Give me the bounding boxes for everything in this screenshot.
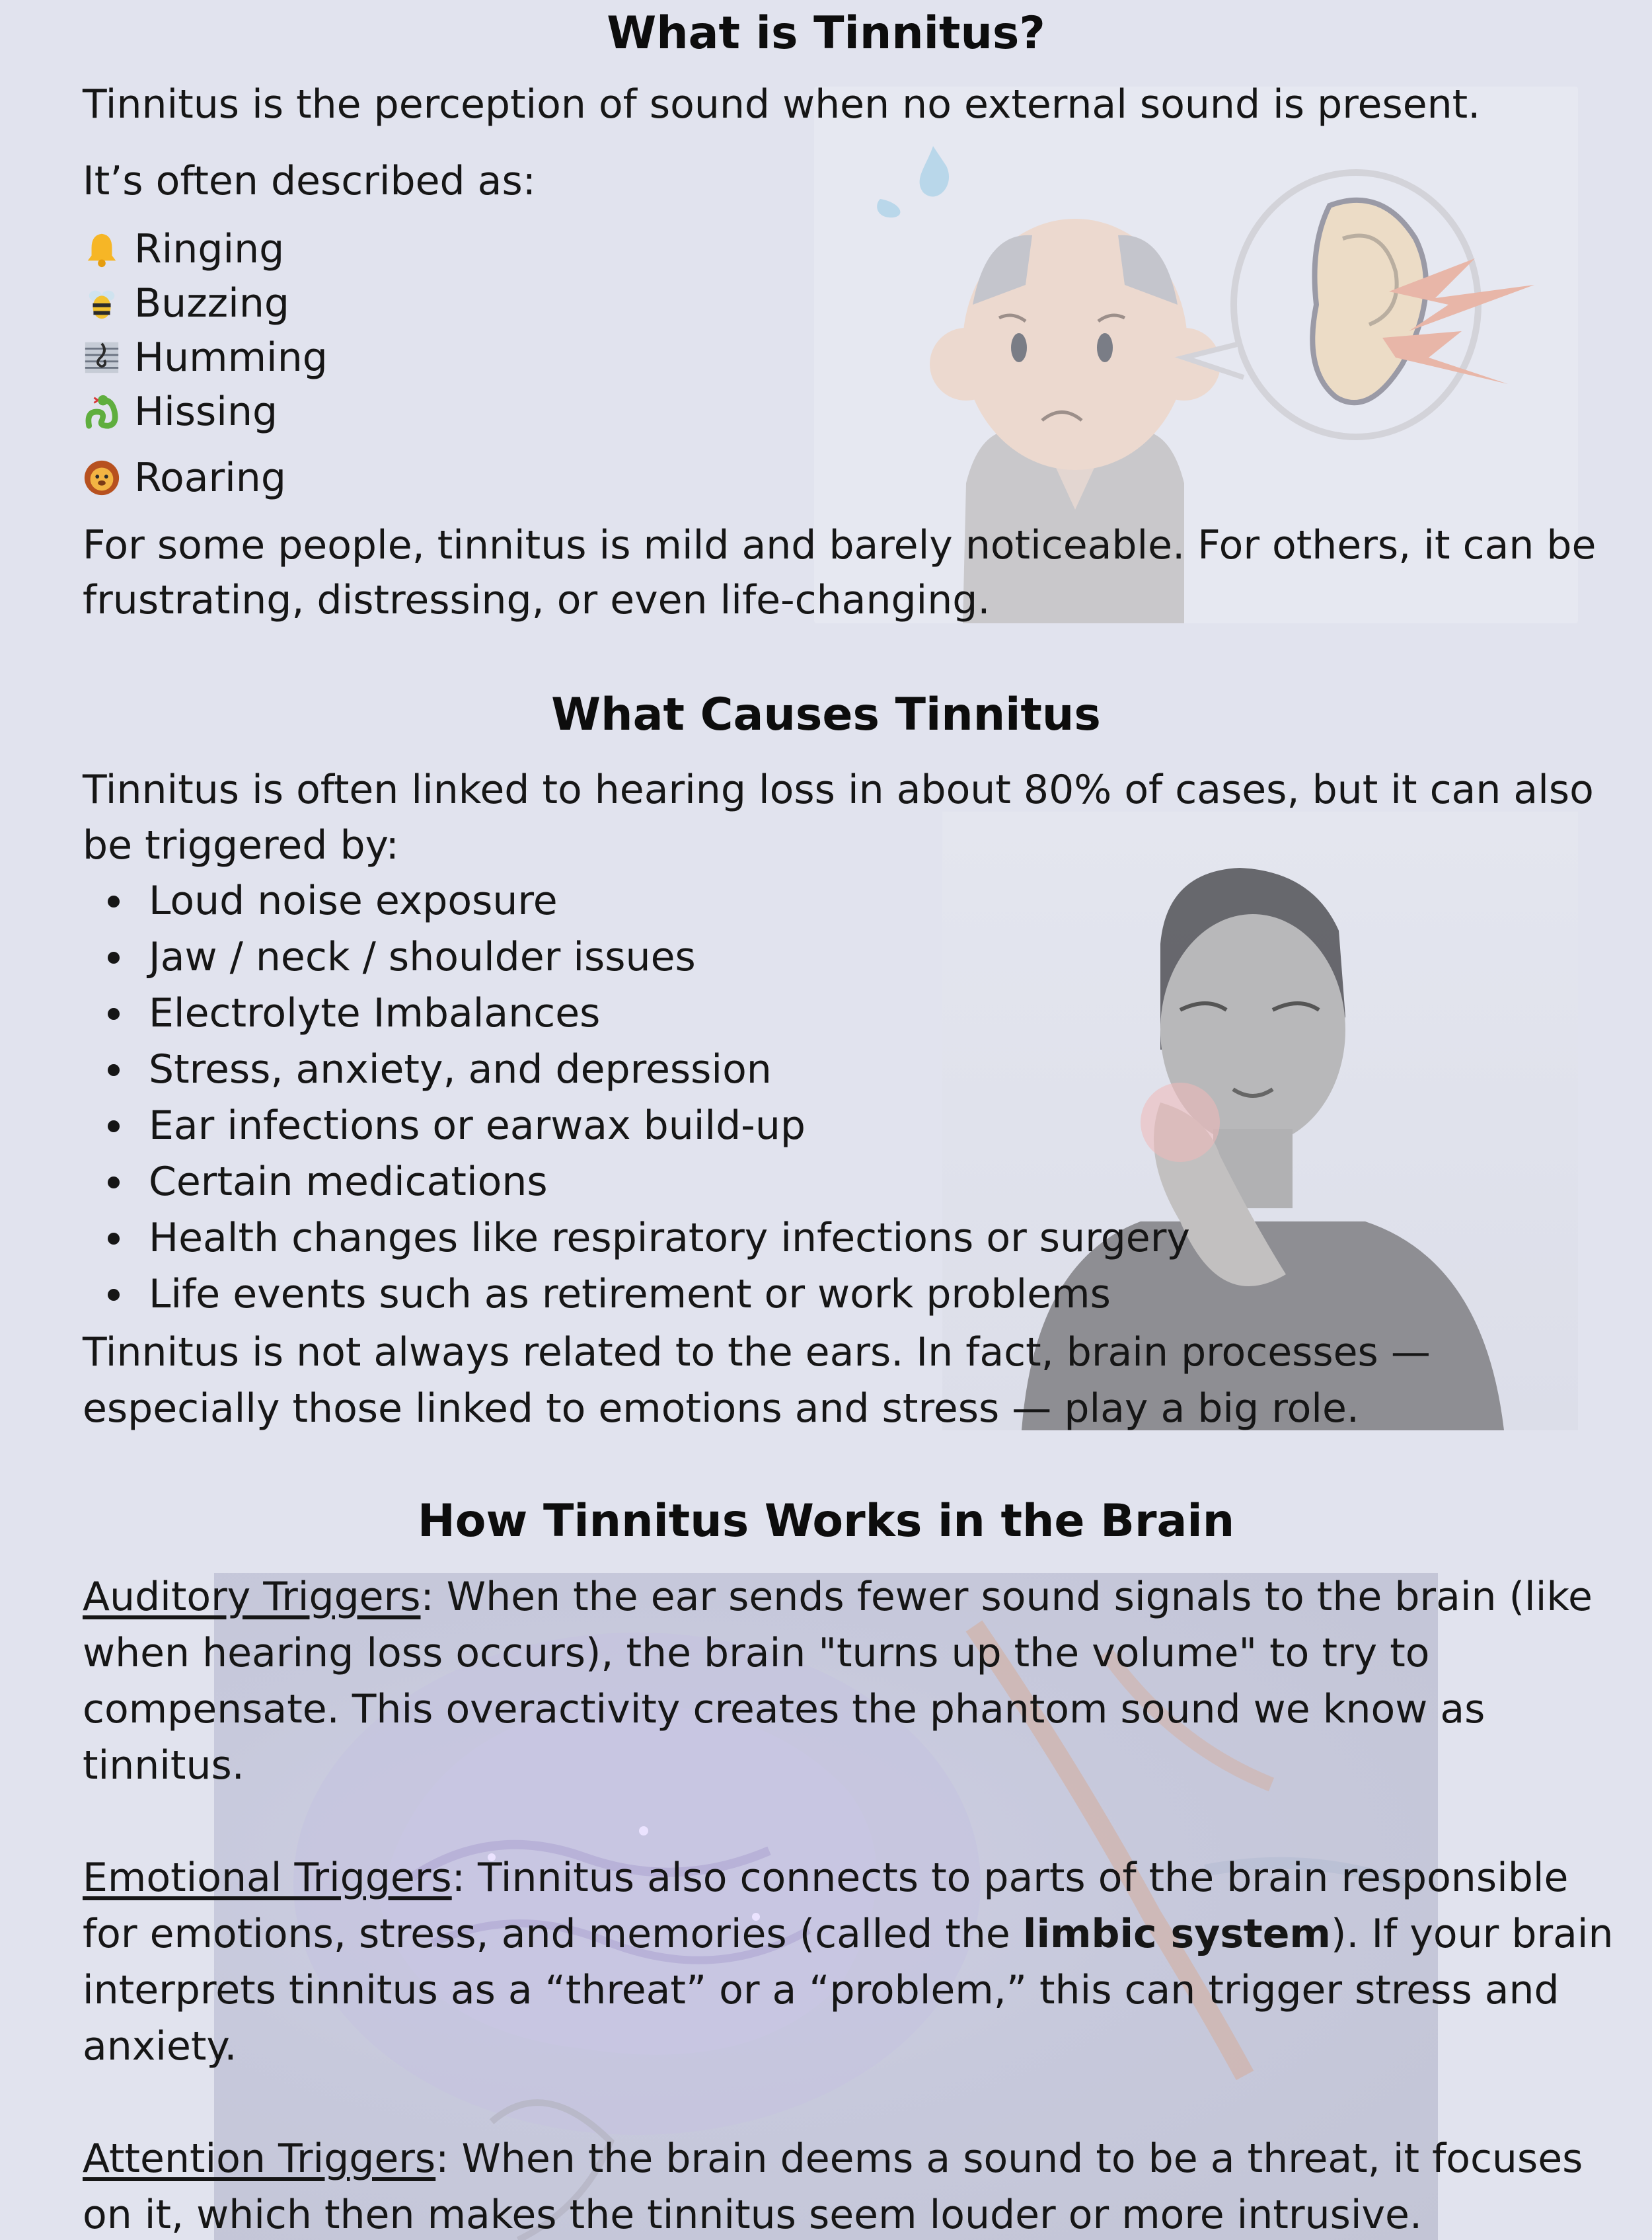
- heading-what-is-tinnitus: What is Tinnitus?: [607, 7, 1045, 59]
- bullet-icon: [108, 1064, 120, 1076]
- attention-triggers-text: : When the brain deems a sound to be a threat, it focuses: [435, 2136, 1583, 2182]
- emotional-triggers-line-4: anxiety.: [83, 2023, 237, 2069]
- emotional-triggers-line-1: [83, 1850, 1569, 1906]
- lion-icon: [83, 459, 121, 497]
- sound-item-hissing: [83, 385, 278, 439]
- cause-text: Health changes like respiratory infections or surgery: [149, 1215, 1190, 1261]
- causes-list: [83, 873, 1190, 1323]
- bell-icon: [83, 230, 121, 268]
- sound-label: Roaring: [134, 455, 286, 501]
- described-as-label: It’s often described as:: [83, 158, 536, 204]
- brain-role-line-2: especially those linked to emotions and stress — play a big role.: [83, 1385, 1359, 1432]
- emotional-triggers-line-3: interprets tinnitus as a “threat” or a “problem,” this can trigger stress and: [83, 1967, 1559, 2013]
- list-item: [83, 1266, 1190, 1323]
- bullet-icon: [108, 1233, 120, 1245]
- sound-label: Buzzing: [134, 280, 289, 327]
- list-item: [83, 1154, 1190, 1210]
- list-item: [83, 873, 1190, 929]
- bullet-icon: [108, 952, 120, 964]
- bee-icon: [83, 284, 121, 323]
- list-item: [83, 1042, 1190, 1098]
- sound-item-ringing: [83, 222, 284, 276]
- causes-intro-line-1: Tinnitus is often linked to hearing loss in about 80% of cases, but it can also: [83, 767, 1594, 813]
- sound-label: Humming: [134, 334, 328, 381]
- bullet-icon: [108, 1289, 120, 1301]
- cause-text: Electrolyte Imbalances: [149, 990, 601, 1036]
- cause-text: Stress, anxiety, and depression: [149, 1046, 772, 1093]
- brain-role-line-1: Tinnitus is not always related to the ears. In fact, brain processes —: [83, 1329, 1431, 1375]
- auditory-triggers-line-3: compensate. This overactivity creates the phantom sound we know as: [83, 1686, 1485, 1732]
- limbic-system-term: limbic system: [1022, 1911, 1331, 1957]
- auditory-triggers-line-4: tinnitus.: [83, 1742, 244, 1789]
- emotional-text-before: for emotions, stress, and memories (called the: [83, 1911, 1023, 1957]
- cause-text: Loud noise exposure: [149, 878, 558, 924]
- snake-icon: [83, 393, 121, 431]
- bullet-icon: [108, 896, 120, 908]
- emotional-triggers-line-2: [83, 1906, 1614, 1962]
- emotional-triggers-text: : Tinnitus also connects to parts of the brain responsible: [451, 1855, 1569, 1901]
- cause-text: Certain medications: [149, 1159, 548, 1205]
- emotional-triggers-label: Emotional Triggers: [83, 1855, 452, 1901]
- auditory-triggers-label: Auditory Triggers: [83, 1574, 421, 1620]
- bullet-icon: [108, 1177, 120, 1188]
- music-staff-icon: [83, 338, 121, 377]
- cause-text: Jaw / neck / shoulder issues: [149, 934, 696, 980]
- list-item: [83, 1098, 1190, 1154]
- heading-how-tinnitus-works: How Tinnitus Works in the Brain: [417, 1495, 1235, 1547]
- auditory-triggers-line-2: when hearing loss occurs), the brain "turns up the volume" to try to: [83, 1630, 1430, 1676]
- severity-line-1: For some people, tinnitus is mild and barely noticeable. For others, it can be: [83, 522, 1596, 568]
- list-item: [83, 929, 1190, 985]
- cause-text: Life events such as retirement or work problems: [149, 1271, 1111, 1317]
- list-item: [83, 985, 1190, 1042]
- sound-item-buzzing: [83, 276, 289, 330]
- heading-what-causes-tinnitus: What Causes Tinnitus: [551, 689, 1101, 741]
- attention-triggers-line-1: [83, 2131, 1583, 2187]
- auditory-triggers-line-1: [83, 1569, 1593, 1625]
- sound-item-humming: [83, 330, 328, 385]
- bullet-icon: [108, 1120, 120, 1132]
- severity-line-2: frustrating, distressing, or even life-changing.: [83, 577, 991, 623]
- cause-text: Ear infections or earwax build-up: [149, 1102, 806, 1149]
- emotional-text-after: ). If your brain: [1330, 1911, 1614, 1957]
- sound-label: Hissing: [134, 389, 278, 435]
- causes-intro-line-2: be triggered by:: [83, 822, 399, 869]
- attention-triggers-label: Attention Triggers: [83, 2136, 436, 2182]
- attention-triggers-line-2: on it, which then makes the tinnitus seem louder or more intrusive.: [83, 2192, 1423, 2238]
- sound-label: Ringing: [134, 226, 285, 272]
- tinnitus-definition: Tinnitus is the perception of sound when no external sound is present.: [83, 81, 1481, 128]
- sound-item-roaring: [83, 451, 286, 505]
- list-item: [83, 1210, 1190, 1266]
- bullet-icon: [108, 1008, 120, 1020]
- auditory-triggers-text: : When the ear sends fewer sound signals to the brain (like: [420, 1574, 1593, 1620]
